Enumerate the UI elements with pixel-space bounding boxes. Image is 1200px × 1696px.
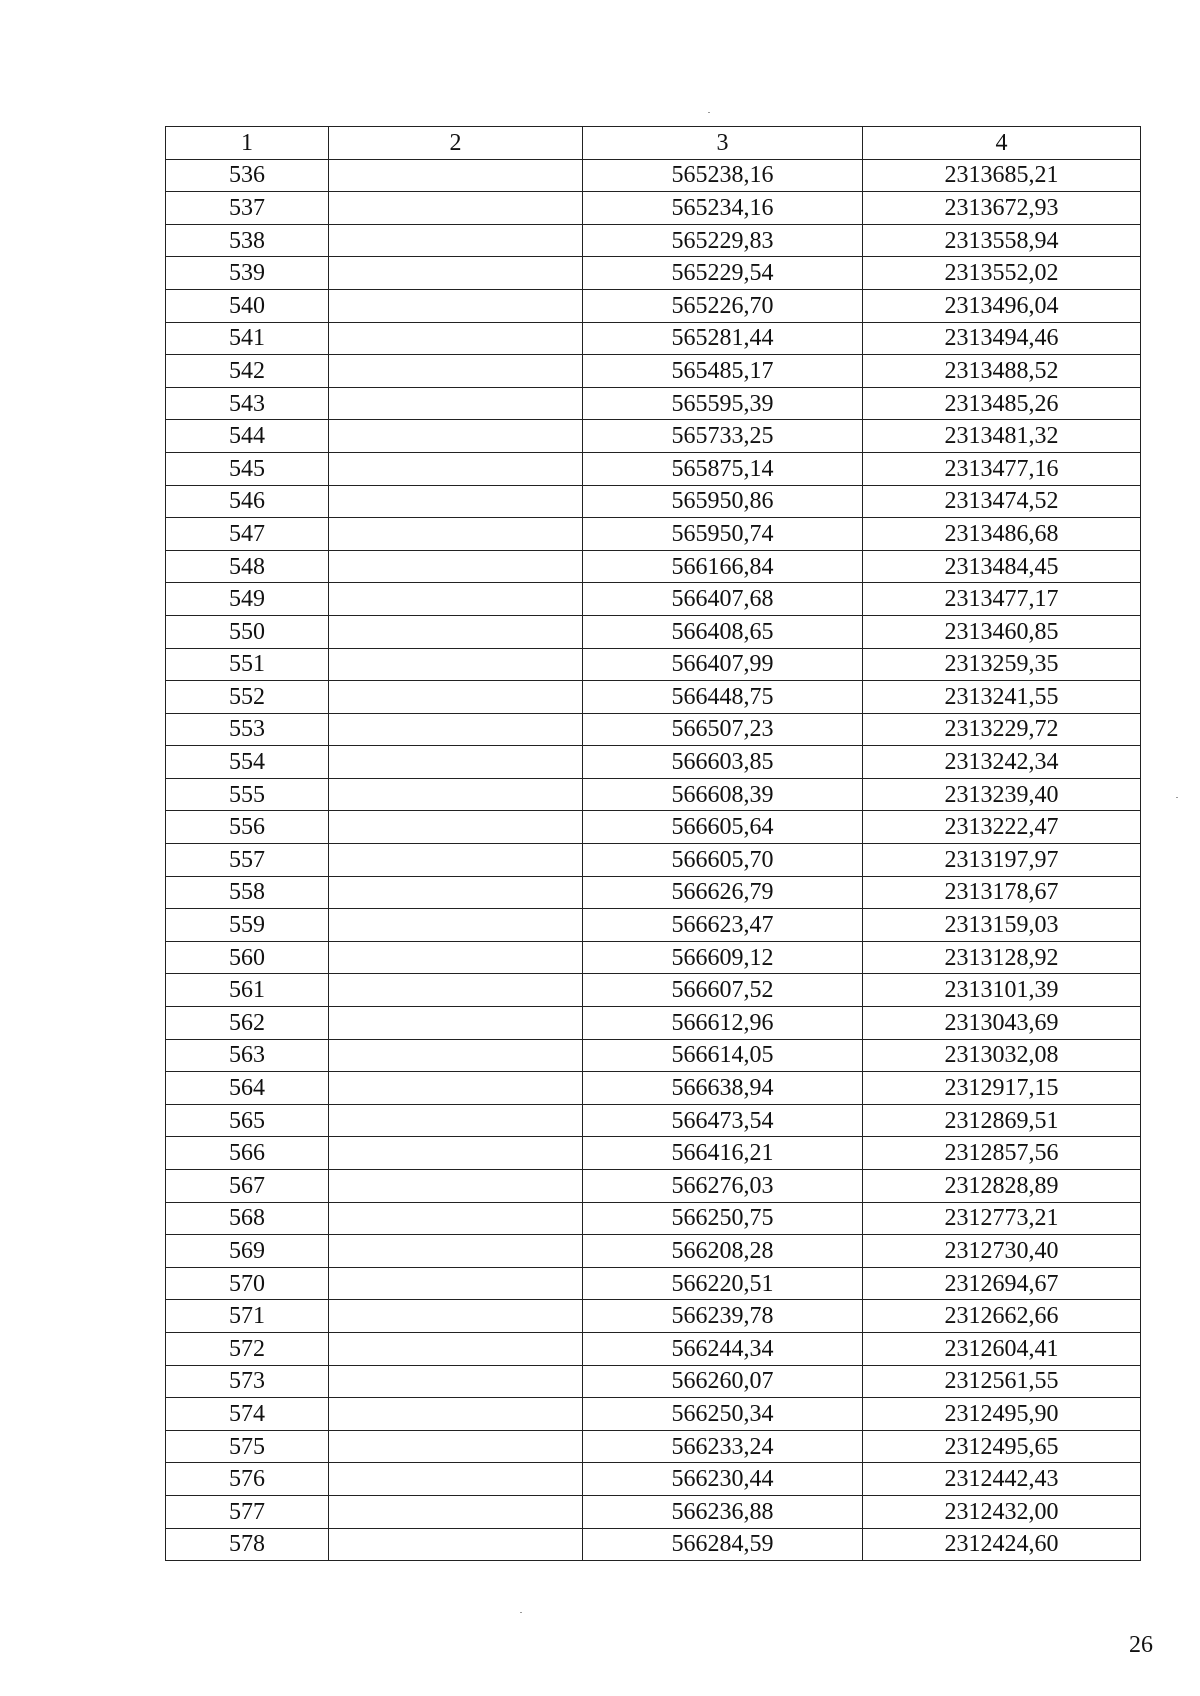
x-coordinate-cell: 566276,03 (583, 1170, 863, 1203)
empty-cell (329, 387, 583, 420)
row-number-cell: 574 (166, 1398, 329, 1431)
row-number-cell: 544 (166, 420, 329, 453)
empty-cell (329, 876, 583, 909)
x-coordinate-cell: 565950,74 (583, 518, 863, 551)
table-row (166, 909, 1141, 942)
empty-cell (329, 1430, 583, 1463)
empty-cell (329, 1300, 583, 1333)
x-coordinate-cell: 566614,05 (583, 1039, 863, 1072)
row-number-cell: 537 (166, 192, 329, 225)
table-row (166, 452, 1141, 485)
x-coordinate-cell: 566612,96 (583, 1007, 863, 1040)
row-number-cell: 554 (166, 746, 329, 779)
row-number-cell: 550 (166, 615, 329, 648)
table-row (166, 289, 1141, 322)
empty-cell (329, 1528, 583, 1561)
y-coordinate-cell: 2313488,52 (863, 355, 1141, 388)
table-row (166, 1202, 1141, 1235)
row-number-cell: 553 (166, 713, 329, 746)
table-row (166, 746, 1141, 779)
table-row (166, 1365, 1141, 1398)
header-row (166, 127, 1141, 160)
row-number-cell: 559 (166, 909, 329, 942)
empty-cell (329, 1332, 583, 1365)
empty-cell (329, 811, 583, 844)
x-coordinate-cell: 566416,21 (583, 1137, 863, 1170)
x-coordinate-cell: 566233,24 (583, 1430, 863, 1463)
table-row (166, 518, 1141, 551)
empty-cell (329, 615, 583, 648)
x-coordinate-cell: 566605,70 (583, 844, 863, 877)
y-coordinate-cell: 2313128,92 (863, 941, 1141, 974)
empty-cell (329, 1267, 583, 1300)
table-row (166, 322, 1141, 355)
x-coordinate-cell: 565485,17 (583, 355, 863, 388)
table-row (166, 159, 1141, 192)
empty-cell (329, 1235, 583, 1268)
empty-cell (329, 518, 583, 551)
x-coordinate-cell: 565229,83 (583, 224, 863, 257)
table-row (166, 1039, 1141, 1072)
column-header-3: 3 (583, 127, 863, 160)
row-number-cell: 566 (166, 1137, 329, 1170)
row-number-cell: 543 (166, 387, 329, 420)
y-coordinate-cell: 2313222,47 (863, 811, 1141, 844)
table-row (166, 1137, 1141, 1170)
x-coordinate-cell: 566609,12 (583, 941, 863, 974)
x-coordinate-cell: 566236,88 (583, 1495, 863, 1528)
x-coordinate-cell: 566473,54 (583, 1104, 863, 1137)
x-coordinate-cell: 565226,70 (583, 289, 863, 322)
row-number-cell: 539 (166, 257, 329, 290)
page-number: 26 (1129, 1632, 1153, 1658)
x-coordinate-cell: 566260,07 (583, 1365, 863, 1398)
table-row (166, 355, 1141, 388)
table-row (166, 583, 1141, 616)
empty-cell (329, 1137, 583, 1170)
row-number-cell: 542 (166, 355, 329, 388)
empty-cell (329, 159, 583, 192)
x-coordinate-cell: 565234,16 (583, 192, 863, 225)
scan-speck (520, 1612, 522, 1613)
empty-cell (329, 322, 583, 355)
row-number-cell: 567 (166, 1170, 329, 1203)
x-coordinate-cell: 566407,99 (583, 648, 863, 681)
x-coordinate-cell: 566244,34 (583, 1332, 863, 1365)
y-coordinate-cell: 2313477,17 (863, 583, 1141, 616)
table-row (166, 387, 1141, 420)
table-row (166, 1463, 1141, 1496)
row-number-cell: 555 (166, 778, 329, 811)
table-row (166, 1235, 1141, 1268)
y-coordinate-cell: 2313101,39 (863, 974, 1141, 1007)
row-number-cell: 558 (166, 876, 329, 909)
y-coordinate-cell: 2312730,40 (863, 1235, 1141, 1268)
x-coordinate-cell: 566626,79 (583, 876, 863, 909)
empty-cell (329, 355, 583, 388)
scan-speck (1176, 797, 1178, 798)
x-coordinate-cell: 566220,51 (583, 1267, 863, 1300)
empty-cell (329, 1104, 583, 1137)
row-number-cell: 552 (166, 681, 329, 714)
y-coordinate-cell: 2313496,04 (863, 289, 1141, 322)
empty-cell (329, 1398, 583, 1431)
table-row (166, 941, 1141, 974)
empty-cell (329, 844, 583, 877)
x-coordinate-cell: 565229,54 (583, 257, 863, 290)
table-row (166, 811, 1141, 844)
table-row (166, 1072, 1141, 1105)
empty-cell (329, 681, 583, 714)
x-coordinate-cell: 566407,68 (583, 583, 863, 616)
y-coordinate-cell: 2313460,85 (863, 615, 1141, 648)
y-coordinate-cell: 2313178,67 (863, 876, 1141, 909)
row-number-cell: 573 (166, 1365, 329, 1398)
empty-cell (329, 1365, 583, 1398)
y-coordinate-cell: 2312432,00 (863, 1495, 1141, 1528)
y-coordinate-cell: 2312869,51 (863, 1104, 1141, 1137)
row-number-cell: 565 (166, 1104, 329, 1137)
x-coordinate-cell: 566608,39 (583, 778, 863, 811)
y-coordinate-cell: 2313558,94 (863, 224, 1141, 257)
row-number-cell: 536 (166, 159, 329, 192)
empty-cell (329, 485, 583, 518)
empty-cell (329, 1072, 583, 1105)
table-row (166, 1332, 1141, 1365)
y-coordinate-cell: 2313032,08 (863, 1039, 1141, 1072)
table-row (166, 1007, 1141, 1040)
y-coordinate-cell: 2312773,21 (863, 1202, 1141, 1235)
x-coordinate-cell: 566284,59 (583, 1528, 863, 1561)
y-coordinate-cell: 2313229,72 (863, 713, 1141, 746)
row-number-cell: 557 (166, 844, 329, 877)
y-coordinate-cell: 2312917,15 (863, 1072, 1141, 1105)
x-coordinate-cell: 566166,84 (583, 550, 863, 583)
x-coordinate-cell: 566507,23 (583, 713, 863, 746)
empty-cell (329, 550, 583, 583)
row-number-cell: 576 (166, 1463, 329, 1496)
table-body (166, 159, 1141, 1561)
x-coordinate-cell: 566250,34 (583, 1398, 863, 1431)
row-number-cell: 564 (166, 1072, 329, 1105)
empty-cell (329, 1202, 583, 1235)
y-coordinate-cell: 2312694,67 (863, 1267, 1141, 1300)
y-coordinate-cell: 2313241,55 (863, 681, 1141, 714)
y-coordinate-cell: 2312495,65 (863, 1430, 1141, 1463)
empty-cell (329, 289, 583, 322)
empty-cell (329, 452, 583, 485)
y-coordinate-cell: 2313159,03 (863, 909, 1141, 942)
table-row (166, 974, 1141, 1007)
empty-cell (329, 583, 583, 616)
row-number-cell: 560 (166, 941, 329, 974)
table-row (166, 1104, 1141, 1137)
y-coordinate-cell: 2313494,46 (863, 322, 1141, 355)
row-number-cell: 549 (166, 583, 329, 616)
row-number-cell: 545 (166, 452, 329, 485)
table-row (166, 615, 1141, 648)
empty-cell (329, 224, 583, 257)
row-number-cell: 556 (166, 811, 329, 844)
x-coordinate-cell: 566250,75 (583, 1202, 863, 1235)
x-coordinate-cell: 566605,64 (583, 811, 863, 844)
y-coordinate-cell: 2313485,26 (863, 387, 1141, 420)
empty-cell (329, 192, 583, 225)
empty-cell (329, 1463, 583, 1496)
y-coordinate-cell: 2312495,90 (863, 1398, 1141, 1431)
table-row (166, 778, 1141, 811)
row-number-cell: 548 (166, 550, 329, 583)
x-coordinate-cell: 565875,14 (583, 452, 863, 485)
table-row (166, 1430, 1141, 1463)
coordinates-table (165, 126, 1141, 1561)
table-row (166, 192, 1141, 225)
table-row (166, 420, 1141, 453)
table-row (166, 844, 1141, 877)
x-coordinate-cell: 565733,25 (583, 420, 863, 453)
empty-cell (329, 974, 583, 1007)
x-coordinate-cell: 566638,94 (583, 1072, 863, 1105)
y-coordinate-cell: 2313685,21 (863, 159, 1141, 192)
y-coordinate-cell: 2313672,93 (863, 192, 1141, 225)
y-coordinate-cell: 2312828,89 (863, 1170, 1141, 1203)
column-header-4: 4 (863, 127, 1141, 160)
y-coordinate-cell: 2313484,45 (863, 550, 1141, 583)
y-coordinate-cell: 2312442,43 (863, 1463, 1141, 1496)
row-number-cell: 562 (166, 1007, 329, 1040)
empty-cell (329, 941, 583, 974)
empty-cell (329, 648, 583, 681)
y-coordinate-cell: 2312424,60 (863, 1528, 1141, 1561)
row-number-cell: 547 (166, 518, 329, 551)
table-row (166, 1398, 1141, 1431)
empty-cell (329, 778, 583, 811)
y-coordinate-cell: 2312857,56 (863, 1137, 1141, 1170)
row-number-cell: 569 (166, 1235, 329, 1268)
table-row (166, 713, 1141, 746)
table-row (166, 1528, 1141, 1561)
empty-cell (329, 746, 583, 779)
x-coordinate-cell: 565281,44 (583, 322, 863, 355)
row-number-cell: 571 (166, 1300, 329, 1333)
y-coordinate-cell: 2312604,41 (863, 1332, 1141, 1365)
column-header-2: 2 (329, 127, 583, 160)
y-coordinate-cell: 2313481,32 (863, 420, 1141, 453)
table-row (166, 550, 1141, 583)
y-coordinate-cell: 2312662,66 (863, 1300, 1141, 1333)
row-number-cell: 561 (166, 974, 329, 1007)
x-coordinate-cell: 566239,78 (583, 1300, 863, 1333)
row-number-cell: 578 (166, 1528, 329, 1561)
x-coordinate-cell: 565950,86 (583, 485, 863, 518)
table-row (166, 876, 1141, 909)
row-number-cell: 540 (166, 289, 329, 322)
row-number-cell: 538 (166, 224, 329, 257)
x-coordinate-cell: 566603,85 (583, 746, 863, 779)
table-row (166, 681, 1141, 714)
x-coordinate-cell: 566208,28 (583, 1235, 863, 1268)
y-coordinate-cell: 2313486,68 (863, 518, 1141, 551)
empty-cell (329, 257, 583, 290)
x-coordinate-cell: 566623,47 (583, 909, 863, 942)
table-row (166, 648, 1141, 681)
empty-cell (329, 909, 583, 942)
empty-cell (329, 713, 583, 746)
y-coordinate-cell: 2313239,40 (863, 778, 1141, 811)
table-header (166, 127, 1141, 160)
x-coordinate-cell: 565595,39 (583, 387, 863, 420)
row-number-cell: 572 (166, 1332, 329, 1365)
row-number-cell: 568 (166, 1202, 329, 1235)
column-header-1: 1 (166, 127, 329, 160)
table-row (166, 1170, 1141, 1203)
y-coordinate-cell: 2312561,55 (863, 1365, 1141, 1398)
row-number-cell: 551 (166, 648, 329, 681)
y-coordinate-cell: 2313043,69 (863, 1007, 1141, 1040)
y-coordinate-cell: 2313474,52 (863, 485, 1141, 518)
table-row (166, 257, 1141, 290)
table-row (166, 1300, 1141, 1333)
empty-cell (329, 1170, 583, 1203)
y-coordinate-cell: 2313477,16 (863, 452, 1141, 485)
y-coordinate-cell: 2313197,97 (863, 844, 1141, 877)
x-coordinate-cell: 566607,52 (583, 974, 863, 1007)
empty-cell (329, 420, 583, 453)
empty-cell (329, 1039, 583, 1072)
row-number-cell: 541 (166, 322, 329, 355)
x-coordinate-cell: 566448,75 (583, 681, 863, 714)
y-coordinate-cell: 2313552,02 (863, 257, 1141, 290)
row-number-cell: 575 (166, 1430, 329, 1463)
scan-speck (708, 112, 710, 113)
x-coordinate-cell: 565238,16 (583, 159, 863, 192)
empty-cell (329, 1007, 583, 1040)
x-coordinate-cell: 566230,44 (583, 1463, 863, 1496)
table-row (166, 1495, 1141, 1528)
x-coordinate-cell: 566408,65 (583, 615, 863, 648)
table-row (166, 1267, 1141, 1300)
y-coordinate-cell: 2313259,35 (863, 648, 1141, 681)
empty-cell (329, 1495, 583, 1528)
table-row (166, 224, 1141, 257)
row-number-cell: 563 (166, 1039, 329, 1072)
table-row (166, 485, 1141, 518)
row-number-cell: 570 (166, 1267, 329, 1300)
y-coordinate-cell: 2313242,34 (863, 746, 1141, 779)
row-number-cell: 577 (166, 1495, 329, 1528)
row-number-cell: 546 (166, 485, 329, 518)
